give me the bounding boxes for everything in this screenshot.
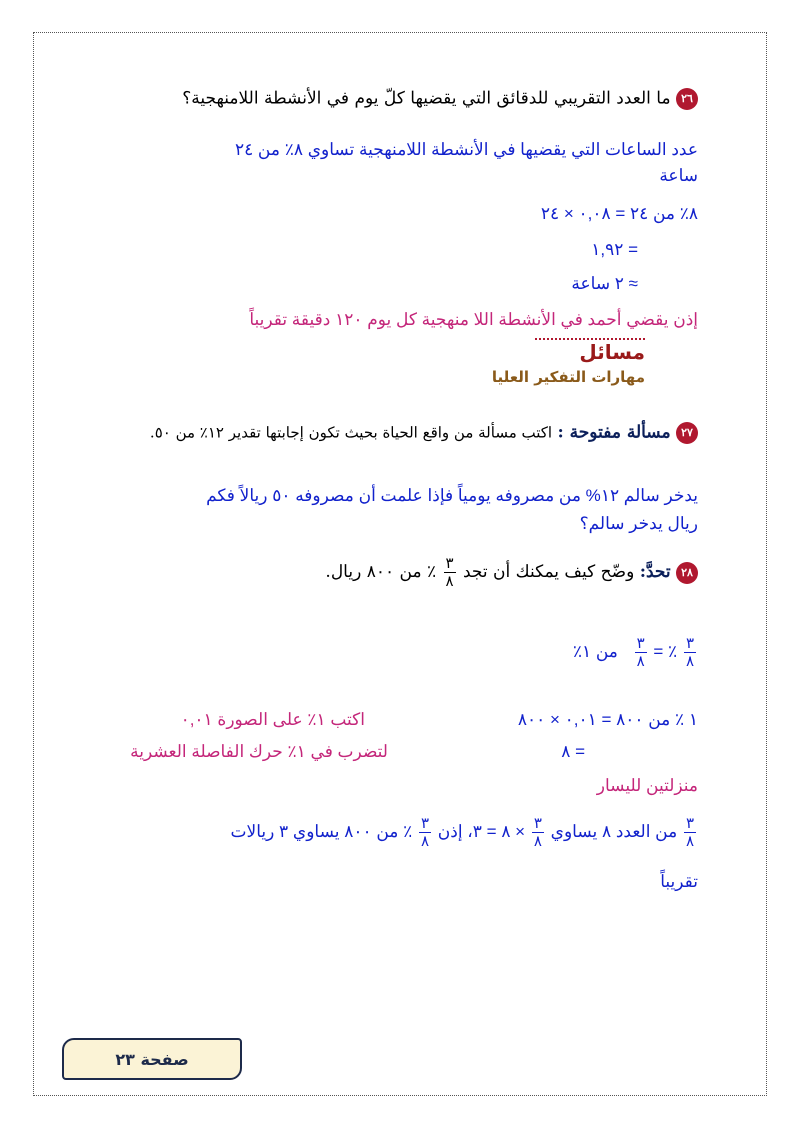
- equation-line: $\frac{٣}{٨}$ ٪ = $\frac{٣}{٨}$ من ١٪: [572, 635, 694, 670]
- fraction: $\frac{٣}{٨}$: [445, 554, 454, 590]
- question-number-badge: ٢٦: [676, 88, 698, 110]
- question-26: [182, 88, 698, 110]
- equation-line: $\frac{٣}{٨}$ من العدد ٨ يساوي $\frac{٣}{٨}$ × ٨ = ٣، إذن $\frac{٣}{٨}$ ٪ من ٨٠٠ يساوي ٣ ريالات: [230, 815, 694, 850]
- answer-line: ريال يدخر سالم؟: [579, 514, 698, 533]
- question-text: ٪ من ٨٠٠ ريال.: [325, 562, 437, 582]
- answer-line: عدد الساعات التي يقضيها في الأنشطة اللامنهجية تساوي ٨٪ من ٢٤: [234, 140, 698, 159]
- equation-line: ≈ ٢ ساعة: [571, 274, 638, 293]
- section-title: مسائل: [579, 340, 645, 364]
- question-28: [325, 556, 698, 589]
- conclusion-line: إذن يقضي أحمد في الأنشطة اللا منهجية كل يوم ١٢٠ دقيقة تقريباً: [249, 310, 698, 329]
- question-label: مسألة مفتوحة :: [557, 422, 671, 443]
- page-number: صفحة ٢٣: [115, 1050, 189, 1069]
- page-number-box: [62, 1038, 242, 1080]
- answer-line: تقريباً: [660, 872, 698, 891]
- note-line: اكتب ١٪ على الصورة ٠,٠١: [180, 710, 365, 729]
- equation-line: = ٨: [561, 742, 585, 761]
- equation-line: = ١,٩٢: [591, 240, 638, 259]
- note-line: لتضرب في ١٪ حرك الفاصلة العشرية: [130, 742, 388, 761]
- question-number-badge: ٢٧: [676, 422, 698, 444]
- question-number-badge: ٢٨: [676, 562, 698, 584]
- section-subtitle: مهارات التفكير العليا: [491, 368, 645, 386]
- answer-line: ساعة: [659, 166, 698, 185]
- equation-line: ٨٪ من ٢٤ = ٠,٠٨ × ٢٤: [540, 204, 698, 223]
- fraction: $\frac{٣}{٨}$: [533, 815, 542, 850]
- question-text: اكتب مسألة من واقع الحياة بحيث تكون إجابتها تقدير ١٢٪ من ٥٠.: [149, 423, 553, 442]
- question-text: وضّح كيف يمكنك أن تجد: [462, 562, 635, 582]
- fraction: $\frac{٣}{٨}$: [685, 635, 694, 670]
- equation-line: ١ ٪ من ٨٠٠ = ٠,٠١ × ٨٠٠: [517, 710, 698, 729]
- fraction: $\frac{٣}{٨}$: [636, 635, 645, 670]
- fraction: $\frac{٣}{٨}$: [421, 815, 430, 850]
- note-line: منزلتين لليسار: [596, 776, 698, 795]
- question-text: ما العدد التقريبي للدقائق التي يقضيها كلّ يوم في الأنشطة اللامنهجية؟: [182, 88, 671, 109]
- fraction: $\frac{٣}{٨}$: [685, 815, 694, 850]
- question-27: [150, 422, 698, 444]
- answer-line: يدخر سالم ١٢% من مصروفه يومياً فإذا علمت أن مصروفه ٥٠ ريالاً فكم: [206, 486, 698, 505]
- question-label: تحدَّ:: [639, 562, 671, 582]
